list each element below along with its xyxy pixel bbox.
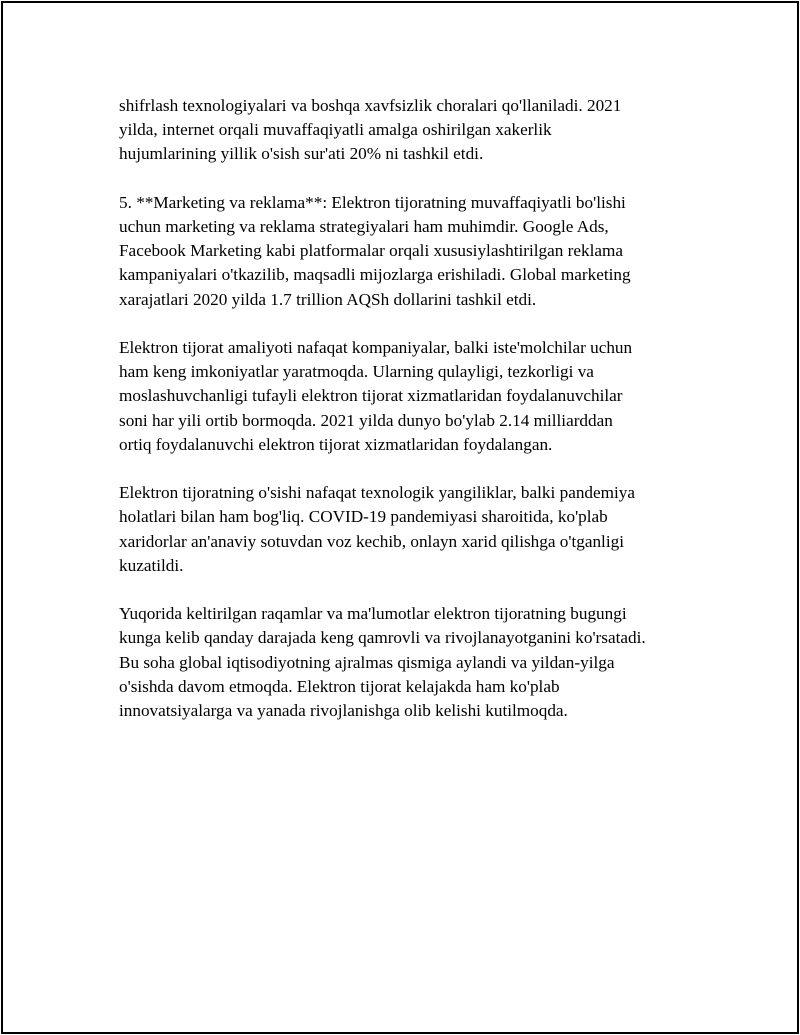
text-line: o'sishda davom etmoqda. Elektron tijorat kelajakda ham ko'plab	[119, 676, 560, 696]
text-line: uchun marketing va reklama strategiyalari ham muhimdir. Google Ads,	[119, 217, 609, 236]
text-line: kampaniyalari o'tkazilib, maqsadli mijozlarga erishiladi. Global marketing	[119, 265, 631, 285]
text-line: moslashuvchanligi tufayli elektron tijorat xizmatlaridan foydalanuvchilar	[119, 386, 623, 406]
text-line: kunga kelib qanday darajada keng qamrovli va rivojlanayotganini ko'rsatadi.	[119, 628, 646, 648]
paragraph-consumers	[119, 336, 699, 457]
paragraph-conclusion	[119, 602, 699, 723]
document-page	[1, 1, 799, 1034]
text-line: yilda, internet orqali muvaffaqiyatli amalga oshirilgan xakerlik	[119, 120, 552, 140]
text-line: Yuqorida keltirilgan raqamlar va ma'lumotlar elektron tijoratning bugungi	[119, 604, 627, 624]
paragraph-marketing	[119, 191, 699, 312]
text-line: Facebook Marketing kabi platformalar orqali xususiylashtirilgan reklama	[119, 241, 624, 261]
text-line: ham keng imkoniyatlar yaratmoqda. Ularning qulayligi, tezkorligi va	[119, 362, 594, 382]
paragraph-security	[119, 94, 699, 167]
text-line: soni har yili ortib bormoqda. 2021 yilda dunyo bo'ylab 2.14 milliarddan	[119, 410, 613, 430]
text-line: 5. **Marketing va reklama**: Elektron tijoratning muvaffaqiyatli bo'lishi	[119, 192, 626, 212]
document-body	[119, 94, 699, 747]
text-line: innovatsiyalarga va yanada rivojlanishga olib kelishi kutilmoqda.	[119, 701, 568, 721]
text-line: hujumlarining yillik o'sish sur'ati 20% ni tashkil etdi.	[119, 144, 484, 164]
text-line: Elektron tijorat amaliyoti nafaqat kompaniyalar, balki iste'molchilar uchun	[119, 338, 633, 357]
text-line: xarajatlari 2020 yilda 1.7 trillion AQSh dollarini tashkil etdi.	[119, 289, 537, 309]
text-line: holatlari bilan ham bog'liq. COVID-19 pandemiyasi sharoitida, ko'plab	[119, 507, 608, 527]
text-line: shifrlash texnologiyalari va boshqa xavfsizlik choralari qo'llaniladi. 2021	[119, 96, 622, 115]
paragraph-pandemic	[119, 481, 699, 578]
text-line: kuzatildi.	[119, 555, 184, 575]
text-line: ortiq foydalanuvchi elektron tijorat xizmatlaridan foydalangan.	[119, 434, 553, 454]
text-line: xaridorlar an'anaviy sotuvdan voz kechib, onlayn xarid qilishga o'tganligi	[119, 531, 624, 551]
text-line: Elektron tijoratning o'sishi nafaqat texnologik yangiliklar, balki pandemiya	[119, 483, 636, 503]
text-line: Bu soha global iqtisodiyotning ajralmas qismiga aylandi va yildan-yilga	[119, 652, 615, 672]
